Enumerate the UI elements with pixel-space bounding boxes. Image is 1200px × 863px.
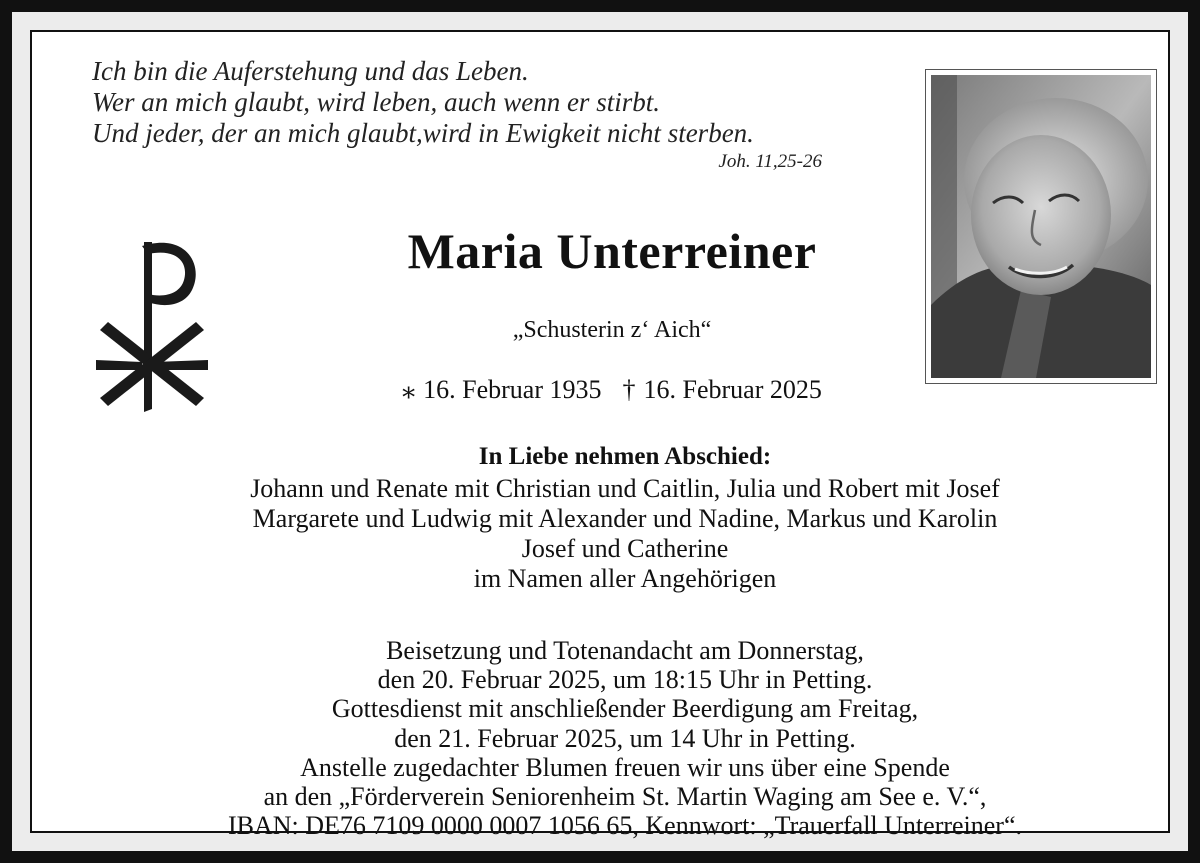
farewell-heading: In Liebe nehmen Abschied: [478,443,772,470]
birth-date: 16. Februar 1935 [423,375,602,404]
death-cross-icon: † [622,375,636,404]
service-line: den 21. Februar 2025, um 14 Uhr in Petting. [394,723,856,753]
verse-line: Ich bin die Auferstehung und das Leben. [92,56,529,86]
service-line: IBAN: DE76 7109 0000 0007 1056 65, Kennwort: „Trauerfall Unterreiner“. [227,811,1023,841]
farewell-section [72,440,1178,594]
service-line: an den „Förderverein Seniorenheim St. Martin Waging am See e. V.“, [263,782,987,812]
death-date: 16. Februar 2025 [643,375,822,404]
mourner-line: Margarete und Ludwig mit Alexander und Nadine, Markus und Karolin [252,504,998,533]
verse-line: Und jeder, der an mich glaubt,wird in Ewigkeit nicht sterben. [92,118,754,148]
chi-rho-icon [92,224,212,424]
service-details [72,636,1178,840]
service-line: Anstelle zugedachter Blumen freuen wir uns über eine Spende [300,752,950,782]
mourner-line: Josef und Catherine [521,534,729,563]
portrait-photo [925,69,1157,384]
deceased-name: Maria Unterreiner [407,223,817,279]
service-line: den 20. Februar 2025, um 18:15 Uhr in Petting. [377,665,873,695]
outer-frame [12,12,1188,851]
mourner-line: Johann und Renate mit Christian und Caitlin, Julia und Robert mit Josef [250,474,1000,503]
service-line: Beisetzung und Totenandacht am Donnerstag, [386,636,864,665]
portrait-image [931,75,1151,378]
verse-reference: Joh. 11,25-26 [718,151,822,172]
life-dates [292,375,932,405]
birth-star-icon: ⁎ [402,375,416,404]
bible-verse [92,56,852,175]
verse-line: Wer an mich glaubt, wird leben, auch wenn er stirbt. [92,87,660,117]
obituary-card [30,30,1170,841]
service-line: Gottesdienst mit anschließender Beerdigung am Freitag, [331,694,919,724]
deceased-nickname: „Schusterin z‘ Aich“ [512,317,712,343]
mourner-line: im Namen aller Angehörigen [473,564,777,593]
